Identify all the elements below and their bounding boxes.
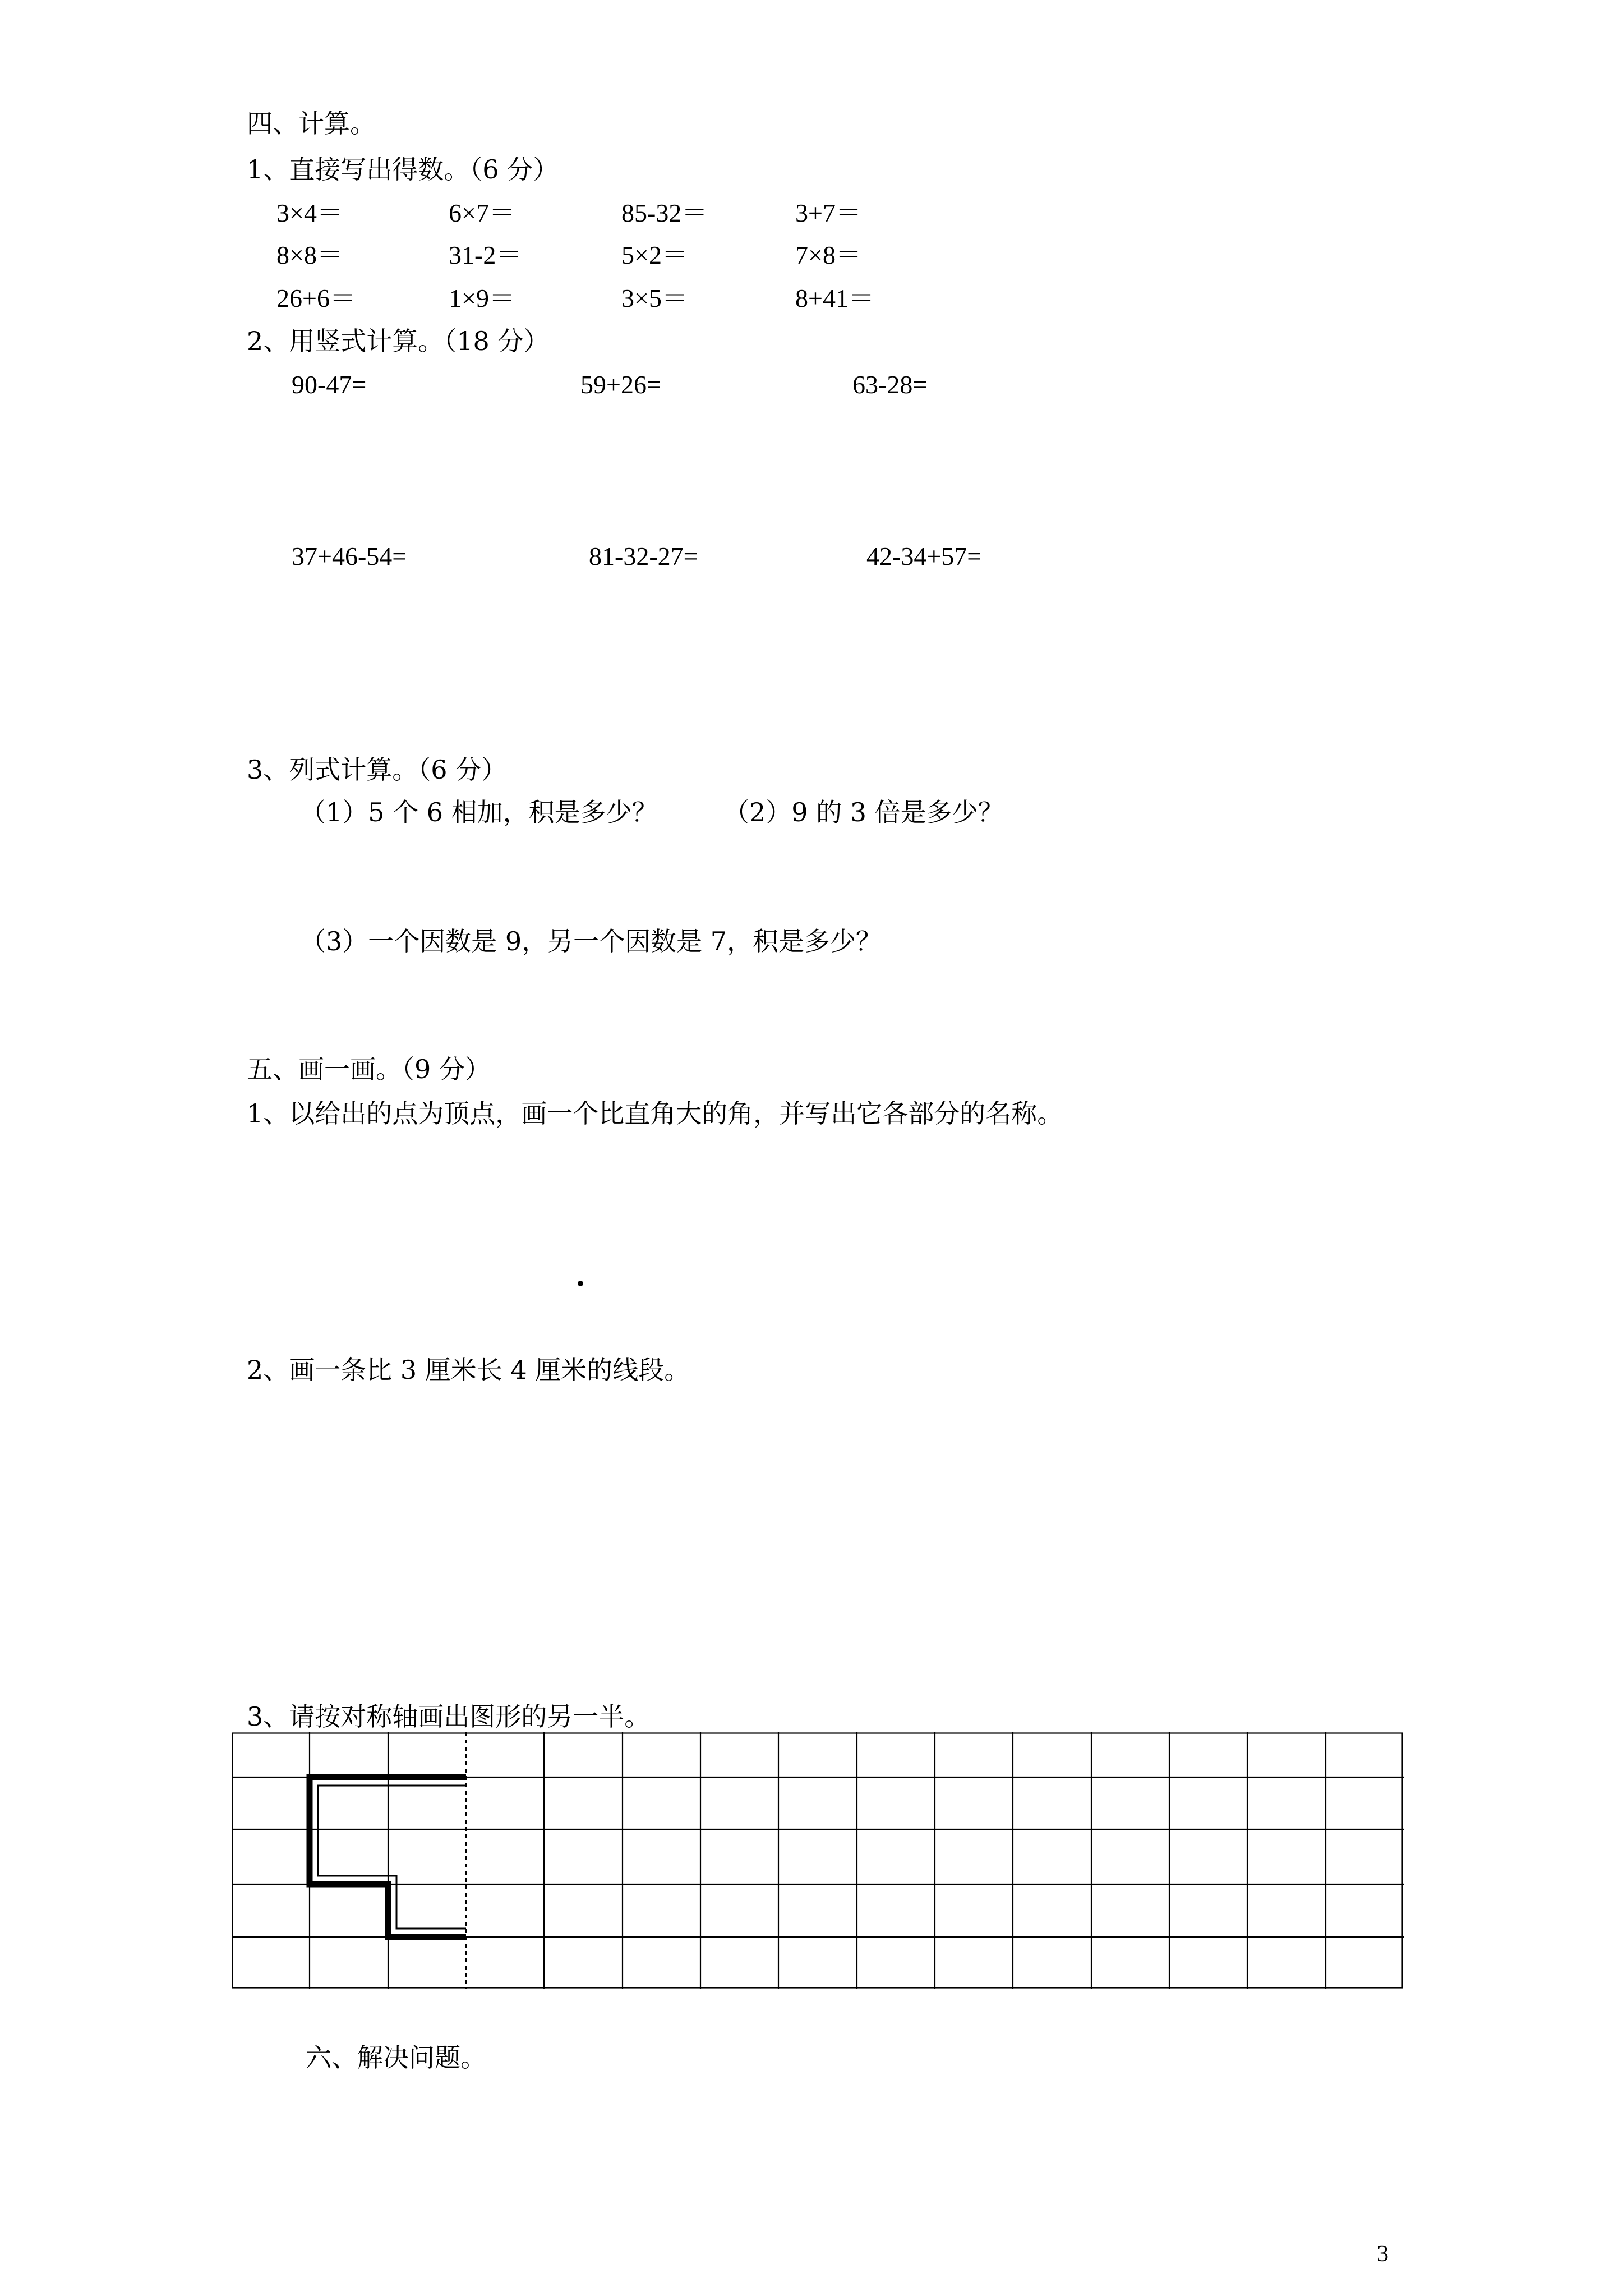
vertical-calc-item: 42-34+57= (866, 542, 982, 570)
section5-title: 五、画一画。（9 分） (247, 1054, 491, 1084)
symmetry-grid[interactable] (232, 1732, 1404, 1989)
oral-calc-item: 6×7＝ (449, 199, 515, 227)
vertical-calc-item: 90-47= (292, 370, 367, 399)
word-problem-item: （2）9 的 3 倍是多少？ (723, 797, 1004, 827)
oral-calc-item: 31-2＝ (449, 241, 522, 269)
oral-calc-item: 26+6＝ (276, 284, 356, 312)
word-problem-item: （1）5 个 6 相加，积是多少？ (300, 797, 658, 827)
symmetry-question: 3、请按对称轴画出图形的另一半。 (247, 1701, 651, 1732)
oral-calc-item: 5×2＝ (621, 241, 688, 269)
draw-angle-question: 1、以给出的点为顶点，画一个比直角大的角，并写出它各部分的名称。 (247, 1098, 1063, 1129)
section6-title: 六、解决问题。 (306, 2042, 486, 2073)
q1-title: 1、直接写出得数。（6 分） (247, 154, 559, 185)
oral-calc-item: 3×5＝ (621, 284, 688, 312)
word-problem-item: （3）一个因数是 9，另一个因数是 7，积是多少？ (300, 926, 882, 956)
section4-title: 四、计算。 (247, 108, 376, 139)
q2-title: 2、用竖式计算。（18 分） (247, 326, 550, 356)
page-number: 3 (1377, 2241, 1389, 2267)
oral-calc-item: 7×8＝ (795, 241, 861, 269)
oral-calc-item: 3+7＝ (795, 199, 861, 227)
grid-lines (232, 1732, 1404, 1989)
vertex-dot (578, 1281, 583, 1286)
oral-calc-item: 3×4＝ (276, 199, 343, 227)
draw-segment-question: 2、画一条比 3 厘米长 4 厘米的线段。 (247, 1355, 690, 1385)
q3-title: 3、列式计算。（6 分） (247, 754, 508, 785)
vertical-calc-item: 37+46-54= (292, 542, 407, 570)
vertical-calc-item: 63-28= (852, 370, 928, 399)
oral-calc-item: 85-32＝ (621, 199, 708, 227)
vertical-calc-item: 81-32-27= (589, 542, 698, 570)
vertical-calc-item: 59+26= (580, 370, 661, 399)
oral-calc-item: 1×9＝ (449, 284, 515, 312)
oral-calc-item: 8×8＝ (276, 241, 343, 269)
oral-calc-item: 8+41＝ (795, 284, 874, 312)
half-figure-inner (318, 1786, 466, 1929)
